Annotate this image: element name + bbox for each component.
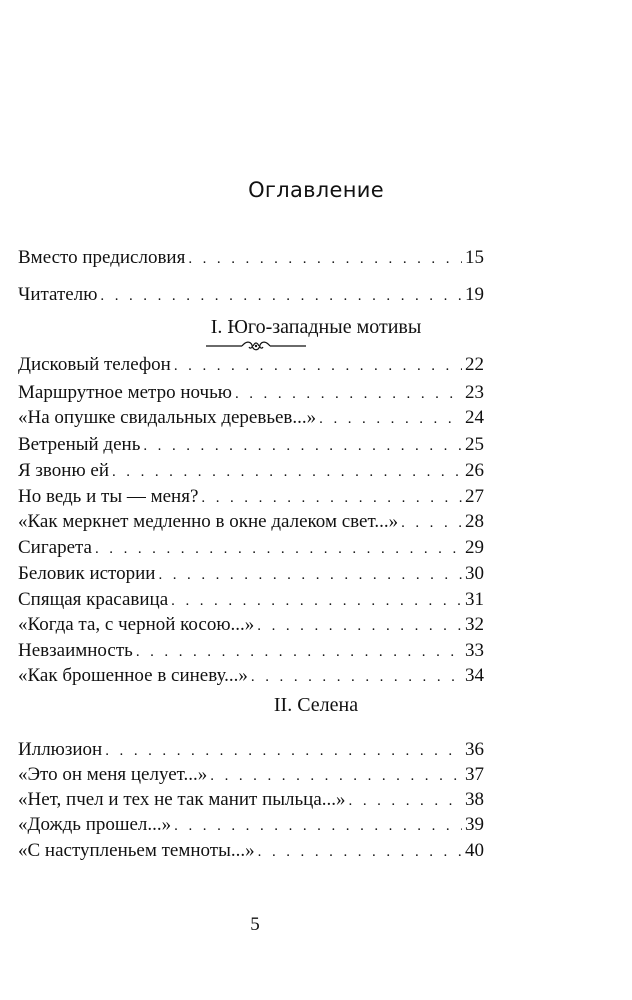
dot-leader	[235, 381, 462, 407]
toc-entry-title: «С наступленьем темноты...»	[18, 840, 255, 861]
toc-entry[interactable]	[18, 282, 484, 308]
toc-entry-title: «Когда та, с черной косою...»	[18, 614, 255, 635]
dot-leader	[158, 562, 462, 588]
toc-entry[interactable]	[18, 612, 484, 638]
toc-entry-page: 26	[465, 460, 484, 481]
toc-entry[interactable]	[18, 587, 484, 613]
toc-entry-page: 39	[465, 814, 484, 835]
toc-entry[interactable]	[18, 561, 484, 587]
toc-entry[interactable]	[18, 245, 484, 271]
toc-entry[interactable]	[18, 352, 484, 378]
toc-entry-title: «Нет, пчел и тех не так манит пыльца...»	[18, 789, 346, 810]
toc-entry-title: Невзаимность	[18, 640, 133, 661]
toc-entry[interactable]	[18, 509, 484, 535]
toc-entry-title: «Как брошенное в синеву...»	[18, 665, 248, 686]
toc-entry-title: Маршрутное метро ночью	[18, 382, 232, 403]
dot-leader	[95, 536, 462, 562]
toc-entry-page: 38	[465, 789, 484, 810]
toc-entry-page: 37	[465, 764, 484, 785]
toc-entry[interactable]	[18, 484, 484, 510]
toc-entry-title: Но ведь и ты — меня?	[18, 486, 199, 507]
toc-entry[interactable]	[18, 405, 484, 431]
dot-leader	[188, 246, 462, 272]
toc-entry-page: 24	[465, 407, 484, 428]
toc-entry-title: Дисковый телефон	[18, 354, 171, 375]
toc-entry[interactable]	[18, 638, 484, 664]
toc-entry-page: 36	[465, 739, 484, 760]
toc-entry-page: 29	[465, 537, 484, 558]
toc-entry-page: 31	[465, 589, 484, 610]
toc-entry-page: 22	[465, 354, 484, 375]
toc-entry-page: 19	[465, 284, 484, 305]
toc-entry-page: 28	[465, 511, 484, 532]
toc-entry[interactable]	[18, 535, 484, 561]
dot-leader	[136, 639, 462, 665]
page-number: 5	[250, 914, 260, 935]
toc-entry-title: Вместо предисловия	[18, 247, 186, 268]
toc-entry[interactable]	[18, 737, 484, 763]
section-heading: I. Юго-западные мотивы	[210, 316, 422, 338]
dot-leader	[251, 664, 462, 690]
toc-entry[interactable]	[18, 838, 484, 864]
page-title: Оглавление	[248, 178, 384, 202]
dot-leader	[105, 738, 462, 764]
toc-entry-page: 30	[465, 563, 484, 584]
toc-entry-page: 27	[465, 486, 484, 507]
dot-leader	[201, 485, 462, 511]
dot-leader	[171, 588, 462, 614]
dot-leader	[257, 613, 462, 639]
dot-leader	[319, 406, 462, 432]
dot-leader	[258, 839, 462, 865]
toc-entry-page: 40	[465, 840, 484, 861]
dot-leader	[349, 788, 462, 814]
toc-entry-title: Спящая красавица	[18, 589, 169, 610]
toc-entry-title: Я звоню ей	[18, 460, 109, 481]
toc-entry-title: «Это он меня целует...»	[18, 764, 208, 785]
toc-entry[interactable]	[18, 380, 484, 406]
toc-entry-title: Сигарета	[18, 537, 92, 558]
toc-entry-title: Читателю	[18, 284, 98, 305]
toc-entry[interactable]	[18, 663, 484, 689]
dot-leader	[100, 283, 462, 309]
toc-entry-page: 32	[465, 614, 484, 635]
toc-entry-title: «Как меркнет медленно в окне далеком свет...»	[18, 511, 399, 532]
toc-entry-title: Ветреный день	[18, 434, 141, 455]
dot-leader	[401, 510, 462, 536]
toc-entry[interactable]	[18, 762, 484, 788]
toc-entry-title: Беловик истории	[18, 563, 156, 584]
toc-entry-page: 34	[465, 665, 484, 686]
toc-entry-page: 23	[465, 382, 484, 403]
toc-entry-title: «Дождь прошел...»	[18, 814, 172, 835]
toc-entry-page: 15	[465, 247, 484, 268]
toc-entry[interactable]	[18, 812, 484, 838]
dot-leader	[210, 763, 462, 789]
dot-leader	[143, 433, 462, 459]
dot-leader	[174, 813, 462, 839]
toc-entry-page: 25	[465, 434, 484, 455]
decorative-flourish-icon	[206, 339, 306, 353]
toc-entry[interactable]	[18, 458, 484, 484]
section-heading: II. Селена	[273, 694, 359, 716]
toc-entry[interactable]	[18, 787, 484, 813]
toc-entry-title: Иллюзион	[18, 739, 103, 760]
dot-leader	[174, 353, 462, 379]
dot-leader	[112, 459, 462, 485]
toc-entry-page: 33	[465, 640, 484, 661]
toc-entry-title: «На опушке свидальных деревьев...»	[18, 407, 317, 428]
toc-entry[interactable]	[18, 432, 484, 458]
